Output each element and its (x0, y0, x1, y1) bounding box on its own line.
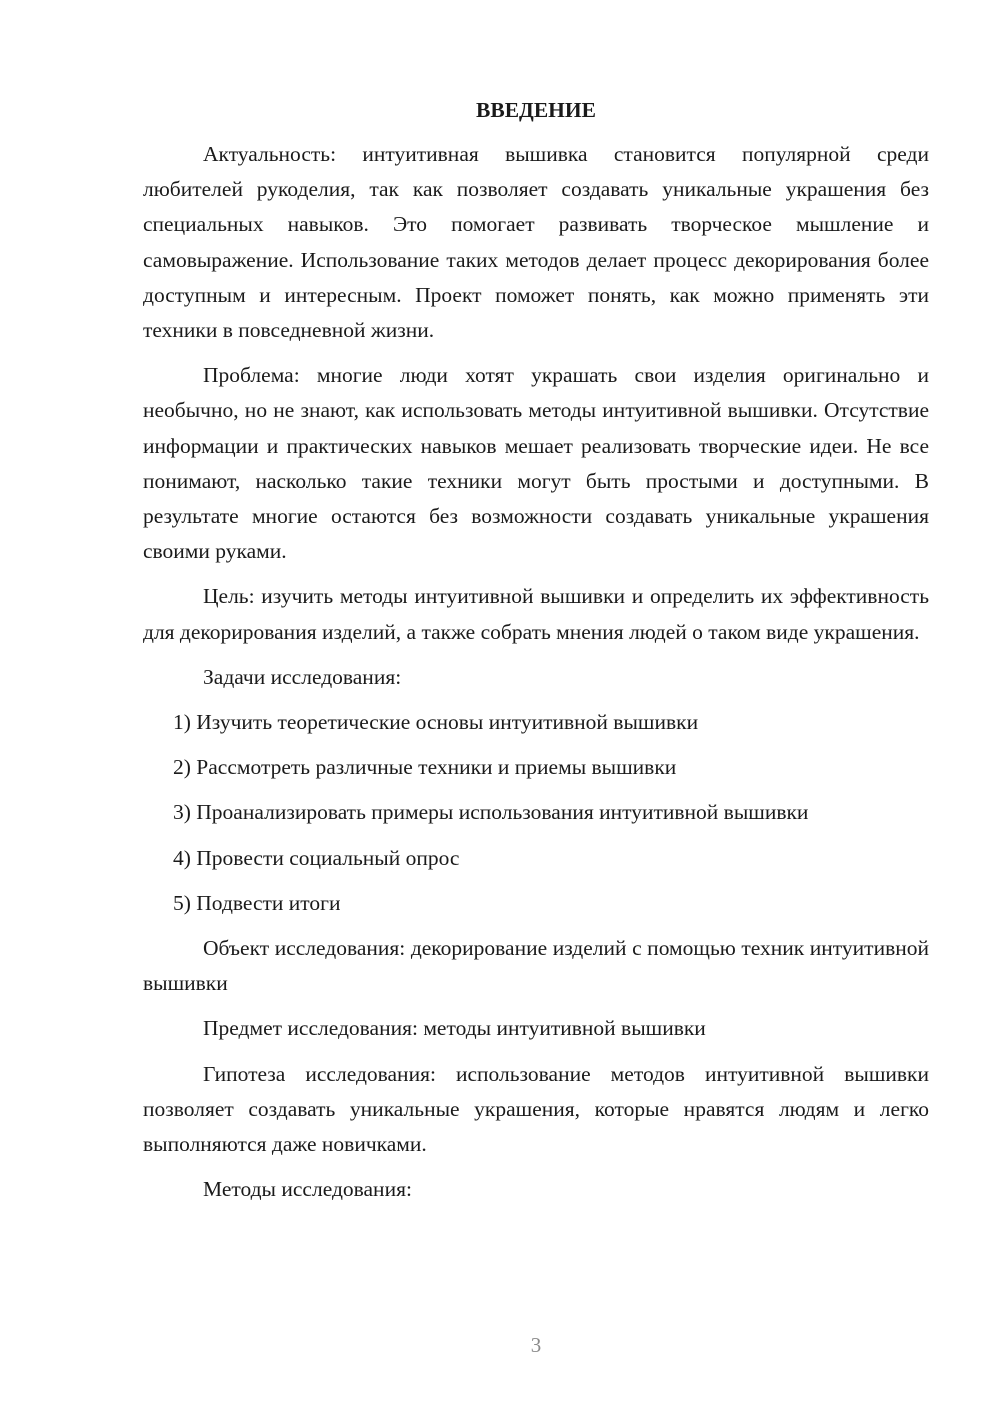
section-heading: ВВЕДЕНИЕ (476, 98, 596, 122)
page-content (143, 93, 929, 1217)
methods-title: Методы исследования: (203, 1177, 412, 1202)
object-paragraph: Объект исследования: декорирование изделий с помощью техник интуитивной вышивки (143, 936, 929, 996)
tasks-title: Задачи исследования: (203, 664, 402, 689)
page-number: 3 (530, 1333, 542, 1357)
task-item: 2) Рассмотреть различные техники и приемы вышивки (173, 755, 677, 780)
goal-paragraph: Цель: изучить методы интуитивной вышивки и определить их эффективность для декорирования изделий, а также собрать мнения людей о таком виде украшения. (143, 584, 929, 644)
hypothesis-paragraph: Гипотеза исследования: использование методов интуитивной вышивки позволяет создавать уникальные украшения, которые нравятся людям и легко выполняются даже новичками. (143, 1061, 929, 1157)
task-item: 1) Изучить теоретические основы интуитивной вышивки (173, 710, 699, 735)
task-item: 3) Проанализировать примеры использования интуитивной вышивки (173, 800, 809, 825)
subject-paragraph: Предмет исследования: методы интуитивной вышивки (203, 1016, 706, 1041)
task-item: 4) Провести социальный опрос (173, 845, 460, 870)
task-item: 5) Подвести итоги (173, 890, 341, 915)
tasks-list (143, 705, 929, 921)
relevance-paragraph: Актуальность: интуитивная вышивка становится популярной среди любителей рукоделия, так как позволяет создавать уникальные украшения без специальных навыков. Это помогает развивать творческое мышление и самовыражение. Использование таких методов делает процесс декорирования более доступным и интересным. Проект поможет понять, как можно применять эти техники в повседневной жизни. (143, 142, 929, 343)
problem-paragraph: Проблема: многие люди хотят украшать свои изделия оригинально и необычно, но не знают, как использовать методы интуитивной вышивки. Отсутствие информации и практических навыков мешает реализовать творческие идеи. Не все понимают, насколько такие техники могут быть простыми и доступными. В результате многие остаются без возможности создавать уникальные украшения своими руками. (143, 363, 929, 564)
